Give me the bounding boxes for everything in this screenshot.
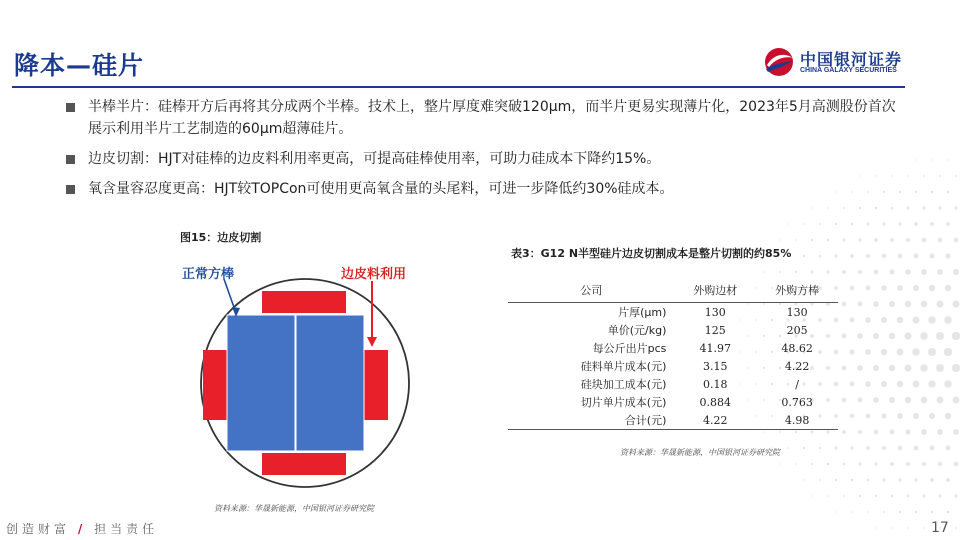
background-dot — [954, 462, 958, 466]
background-dot — [764, 240, 765, 241]
background-dot — [835, 511, 836, 512]
background-dot — [826, 430, 829, 433]
background-dot — [827, 495, 829, 497]
background-dot — [890, 238, 894, 242]
cell-value: 130 — [704, 305, 726, 319]
background-dot — [945, 253, 950, 258]
background-dot — [947, 191, 950, 194]
background-dot — [850, 414, 854, 418]
bullet-square-icon — [66, 185, 75, 194]
cell-value: 125 — [704, 323, 726, 337]
background-dot — [889, 397, 895, 403]
background-dot — [842, 238, 845, 241]
row-label: 切片单片成本(元) — [580, 396, 667, 409]
background-dot — [883, 511, 885, 513]
background-dot — [955, 527, 957, 529]
background-dot — [921, 429, 926, 434]
table-row — [508, 375, 838, 393]
background-dot — [912, 348, 919, 355]
bullet-text: 边皮切割：HJT对硅棒的边皮料利用率更高，可提高硅棒使用率，可助力硅成本下降约15%。 — [88, 151, 661, 167]
background-dot — [881, 285, 886, 290]
background-dot — [881, 317, 887, 323]
background-dot — [905, 429, 910, 434]
background-dot — [944, 380, 952, 388]
background-dot — [850, 254, 854, 258]
background-dot — [889, 301, 895, 307]
background-dot — [953, 397, 960, 404]
cell-value: 205 — [786, 323, 808, 337]
background-dot — [936, 364, 944, 372]
background-dot — [928, 380, 935, 387]
background-dot — [866, 446, 870, 450]
background-dot — [859, 495, 861, 497]
table-row — [508, 411, 838, 430]
background-dot — [891, 495, 894, 498]
background-dot — [803, 255, 805, 257]
background-dot — [803, 223, 805, 225]
cell-value: 0.18 — [703, 377, 728, 391]
background-dot — [922, 494, 925, 497]
title-divider — [12, 86, 905, 88]
row-label: 硅块加工成本(元) — [580, 378, 667, 391]
background-dot — [938, 462, 942, 466]
background-dot — [931, 191, 934, 194]
background-dot — [865, 317, 871, 323]
background-dot — [906, 238, 910, 242]
background-dot — [897, 317, 904, 324]
background-dot — [763, 271, 765, 273]
background-dot — [946, 222, 950, 226]
background-dot — [882, 254, 886, 258]
label-edge-utilization: 边皮料利用 — [341, 267, 407, 282]
bullet-list — [66, 96, 896, 208]
background-dot — [955, 175, 957, 177]
background-dot — [842, 270, 846, 274]
background-dot — [866, 414, 871, 419]
background-dot — [889, 269, 894, 274]
background-dot — [835, 223, 837, 225]
background-dot — [857, 365, 862, 370]
background-dot — [890, 462, 894, 466]
background-dot — [858, 462, 861, 465]
background-dot — [905, 301, 911, 307]
background-dot — [929, 285, 935, 291]
background-dot — [930, 446, 935, 451]
background-dot — [875, 495, 877, 497]
background-dot — [898, 478, 901, 481]
background-dot — [931, 159, 932, 160]
background-dot — [787, 447, 789, 449]
background-dot — [819, 255, 822, 258]
background-dot — [795, 463, 797, 465]
background-dot — [851, 223, 854, 226]
table-row — [508, 321, 838, 339]
background-dot — [796, 496, 797, 497]
background-dot — [843, 495, 845, 497]
background-dot — [945, 285, 951, 291]
cell-value: 4.98 — [756, 411, 838, 430]
cell-value: 0.884 — [699, 395, 732, 409]
background-dot — [897, 381, 904, 388]
background-dot — [881, 413, 886, 418]
background-dot — [787, 479, 788, 480]
background-dot — [849, 381, 854, 386]
background-dot — [889, 333, 896, 340]
background-dot — [945, 445, 950, 450]
background-dot — [939, 175, 941, 177]
background-dot — [913, 285, 919, 291]
table-title: 表3：G12 N半型硅片边皮切割成本是整片切割的约85% — [511, 247, 792, 260]
background-dot — [859, 527, 860, 528]
background-dot — [914, 446, 919, 451]
background-dot — [905, 397, 911, 403]
header-outsourced-rod: 外购方棒 — [756, 278, 838, 303]
background-dot — [907, 527, 909, 529]
background-dot — [873, 301, 879, 307]
background-dot — [954, 206, 957, 209]
background-dot — [858, 238, 861, 241]
background-dot — [873, 333, 879, 339]
background-dot — [936, 300, 943, 307]
background-dot — [890, 430, 895, 435]
background-dot — [907, 175, 909, 177]
background-dot — [819, 223, 821, 225]
background-dot — [912, 316, 919, 323]
edge-piece-top — [262, 291, 346, 313]
background-dot — [913, 413, 919, 419]
background-dot — [858, 270, 862, 274]
background-dot — [953, 269, 959, 275]
page-title: 降本—硅片 — [14, 51, 145, 80]
background-dot — [937, 269, 943, 275]
label-normal-square-rod: 正常方棒 — [182, 267, 235, 282]
background-dot — [922, 462, 926, 466]
background-dot — [898, 446, 903, 451]
background-dot — [952, 332, 960, 340]
background-dot — [921, 301, 928, 308]
background-dot — [953, 429, 959, 435]
table-row — [508, 393, 838, 411]
background-dot — [850, 446, 854, 450]
background-dot — [937, 429, 943, 435]
background-dot — [929, 253, 934, 258]
background-dot — [930, 478, 934, 482]
background-dot — [899, 191, 901, 193]
background-dot — [835, 479, 837, 481]
edge-piece-bottom — [262, 453, 346, 475]
background-dot — [922, 238, 926, 242]
background-dot — [849, 317, 854, 322]
background-dot — [811, 463, 813, 465]
background-dot — [929, 413, 935, 419]
background-dot — [779, 463, 780, 464]
cell-value: 0.763 — [781, 395, 813, 409]
bullet-item-edge-cutting — [66, 148, 896, 170]
background-dot — [842, 334, 847, 339]
background-dot — [779, 239, 780, 240]
background-dot — [779, 271, 781, 273]
background-dot — [882, 478, 885, 481]
background-dot — [921, 269, 927, 275]
background-dot — [811, 495, 812, 496]
background-dot — [748, 432, 749, 433]
background-dot — [858, 398, 863, 403]
background-dot — [748, 272, 749, 273]
cell-value: 4.22 — [674, 411, 756, 430]
background-dot — [875, 527, 876, 528]
background-dot — [906, 462, 910, 466]
background-dot — [945, 413, 951, 419]
background-dot — [874, 238, 878, 242]
background-dot — [865, 349, 871, 355]
background-dot — [904, 332, 911, 339]
background-dot — [874, 462, 878, 466]
background-dot — [803, 447, 805, 449]
slogan-right: 担当责任 — [94, 522, 159, 536]
bullet-square-icon — [66, 103, 75, 112]
background-dot — [913, 381, 920, 388]
background-dot — [842, 302, 847, 307]
background-dot — [921, 397, 928, 404]
background-dot — [795, 431, 797, 433]
page-number: 17 — [931, 520, 949, 536]
cost-table — [508, 278, 838, 430]
background-dot — [907, 495, 910, 498]
bullet-item-oxygen — [66, 178, 896, 200]
background-dot — [827, 463, 830, 466]
background-dot — [795, 271, 797, 273]
background-dot — [850, 286, 854, 290]
background-dot — [811, 431, 814, 434]
row-label: 单价(元/kg) — [607, 324, 667, 337]
background-dot — [954, 494, 957, 497]
background-dot — [947, 511, 950, 514]
background-dot — [819, 447, 822, 450]
background-dot — [867, 511, 869, 513]
row-label: 硅料单片成本(元) — [580, 360, 667, 373]
background-dot — [947, 159, 948, 160]
background-dot — [819, 479, 821, 481]
background-dot — [857, 301, 862, 306]
background-dot — [811, 239, 813, 241]
background-dot — [787, 223, 788, 224]
background-dot — [899, 511, 901, 513]
background-dot — [881, 381, 887, 387]
header-company: 公司 — [508, 278, 674, 303]
company-logo — [762, 45, 932, 81]
background-dot — [881, 349, 887, 355]
background-dot — [826, 270, 829, 273]
background-dot — [851, 511, 853, 513]
background-dot — [827, 239, 830, 242]
background-dot — [858, 430, 862, 434]
background-dot — [844, 528, 845, 529]
header-outsourced-edge: 外购边材 — [674, 278, 756, 303]
background-dot — [867, 479, 870, 482]
background-dot — [898, 254, 903, 259]
background-dot — [897, 349, 904, 356]
cell-value: 3.15 — [703, 359, 728, 373]
bullet-text: 氧含量容忍度更高：HJT较TOPCon可使用更高氧含量的头尾料，可进一步降低约30%硅成本。 — [88, 181, 674, 197]
background-dot — [866, 222, 869, 225]
background-dot — [897, 285, 903, 291]
slogan-slash: / — [77, 522, 87, 536]
cell-value: 41.97 — [699, 341, 732, 355]
background-dot — [891, 527, 892, 528]
cell-value: 4.22 — [784, 359, 810, 373]
table-source: 资料来源：华晟新能源，中国银河证券研究院 — [620, 448, 780, 457]
bullet-item-half-rod — [66, 96, 896, 140]
background-dot — [938, 494, 941, 497]
background-dot — [915, 511, 917, 513]
background-dot — [904, 364, 911, 371]
table-row — [508, 303, 838, 322]
background-dot — [820, 512, 821, 513]
background-dot — [803, 479, 804, 480]
background-dot — [923, 175, 925, 177]
background-dot — [763, 431, 764, 432]
background-dot — [923, 527, 925, 529]
background-dot — [906, 206, 909, 209]
background-dot — [795, 239, 797, 241]
background-dot — [874, 430, 879, 435]
background-dot — [857, 333, 862, 338]
background-dot — [811, 271, 814, 274]
background-dot — [937, 397, 944, 404]
cell-value: 130 — [786, 305, 808, 319]
edge-piece-left — [203, 350, 227, 420]
background-dot — [952, 300, 959, 307]
background-dot — [914, 254, 919, 259]
background-dot — [874, 270, 879, 275]
row-label: 合计(元) — [508, 411, 674, 430]
background-dot — [866, 286, 871, 291]
background-dot — [952, 364, 960, 372]
background-dot — [914, 478, 918, 482]
table-row — [508, 339, 838, 357]
footer-slogan — [6, 520, 158, 537]
background-dot — [936, 332, 944, 340]
square-rod-left — [227, 315, 295, 451]
background-dot — [898, 222, 902, 226]
background-dot — [851, 479, 854, 482]
background-dot — [873, 397, 878, 402]
background-dot — [905, 269, 910, 274]
edge-cutting-diagram — [190, 255, 420, 495]
background-dot — [915, 159, 916, 160]
background-dot — [944, 316, 952, 324]
background-dot — [931, 511, 933, 513]
background-dot — [930, 222, 934, 226]
figure-title: 图15：边皮切割 — [180, 231, 262, 244]
background-dot — [889, 365, 896, 372]
background-dot — [928, 348, 936, 356]
background-dot — [897, 413, 903, 419]
logo-chinese-text: 中国银河证券 — [800, 50, 903, 69]
background-dot — [842, 430, 846, 434]
background-dot — [865, 381, 871, 387]
table-row — [508, 357, 838, 375]
background-dot — [928, 316, 935, 323]
figure-source: 资料来源：华晟新能源，中国银河证券研究院 — [214, 504, 374, 513]
background-dot — [842, 366, 847, 371]
bullet-text: 半棒半片：硅棒开方后再将其分成两个半棒。技术上，整片厚度难突破120μm，而半片更易实现薄片化，2023年5月高测股份首次展示利用半片工艺制造的60μm超薄硅片。 — [88, 99, 896, 137]
background-dot — [954, 238, 959, 243]
row-label: 片厚(μm) — [618, 306, 667, 319]
background-dot — [922, 206, 925, 209]
background-dot — [920, 364, 928, 372]
slogan-left: 创造财富 — [6, 522, 71, 536]
cell-value: 48.62 — [781, 341, 813, 355]
bullet-square-icon — [66, 155, 75, 164]
table-header-row — [508, 278, 838, 303]
background-dot — [866, 254, 870, 258]
background-dot — [899, 159, 900, 160]
galaxy-logo-icon — [762, 45, 796, 79]
background-dot — [873, 365, 879, 371]
background-dot — [779, 431, 781, 433]
background-dot — [834, 254, 837, 257]
background-dot — [938, 206, 941, 209]
edge-piece-right — [364, 350, 388, 420]
background-dot — [842, 398, 846, 402]
background-dot — [882, 222, 885, 225]
background-dot — [946, 478, 950, 482]
background-dot — [882, 446, 886, 450]
cell-value: / — [795, 377, 799, 391]
background-dot — [944, 348, 953, 357]
logo-english-text: CHINA GALAXY SECURITIES — [800, 67, 897, 74]
background-dot — [849, 349, 854, 354]
background-dot — [938, 238, 943, 243]
background-dot — [914, 222, 918, 226]
background-dot — [915, 191, 917, 193]
background-dot — [920, 332, 928, 340]
square-rod-right — [296, 315, 364, 451]
row-label: 每公斤出片pcs — [592, 342, 667, 355]
background-dot — [843, 463, 846, 466]
background-dot — [834, 446, 837, 449]
